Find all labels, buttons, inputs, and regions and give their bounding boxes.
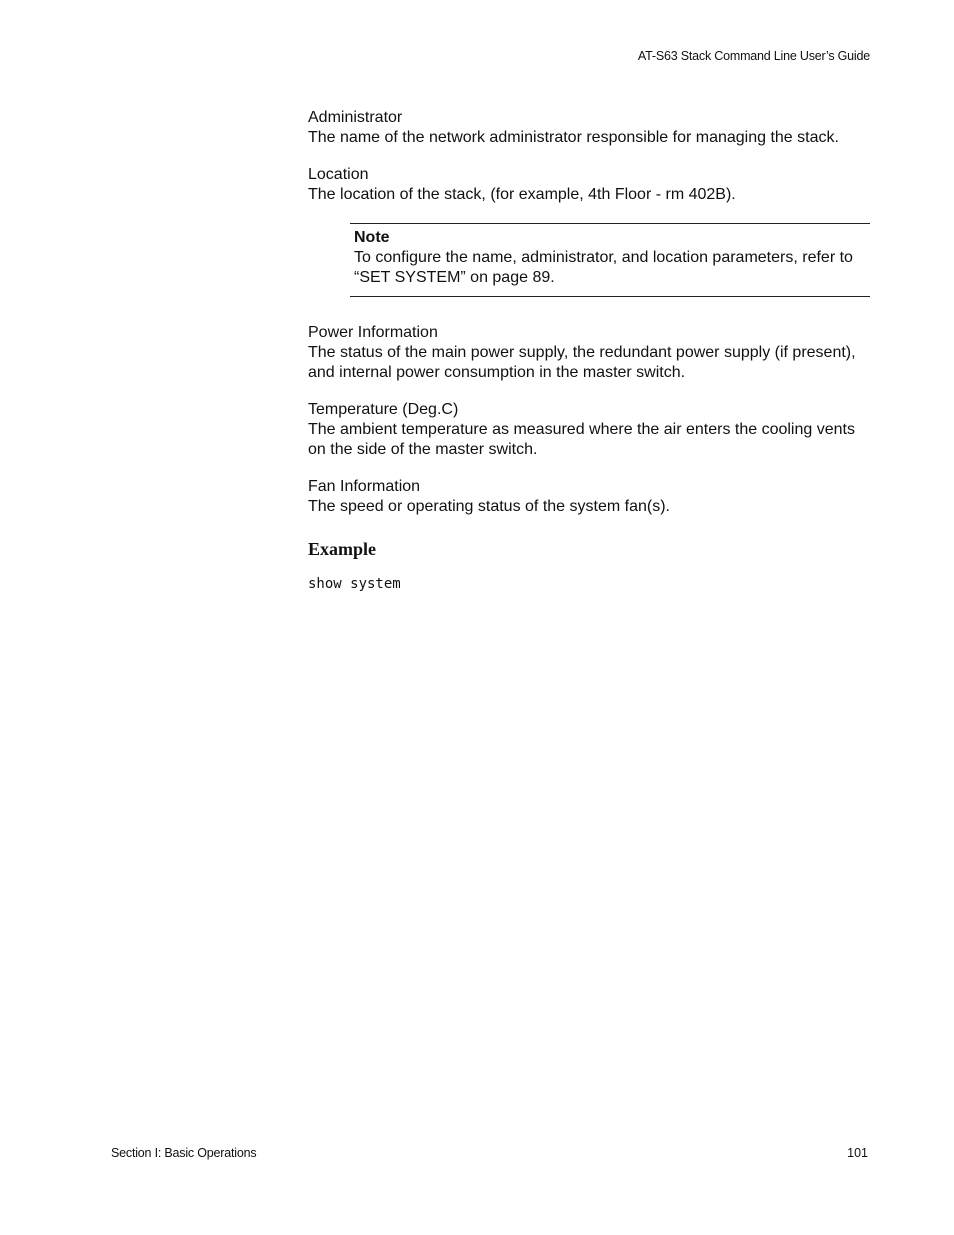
entry-term: Administrator [308, 109, 403, 126]
entry-term: Temperature (Deg.C) [308, 401, 459, 418]
note-box [350, 223, 870, 297]
entry-term: Fan Information [308, 478, 421, 495]
entry-description: The status of the main power supply, the redundant power supply (if present), and internal power consumption in the master switch. [308, 344, 856, 381]
note-text: To configure the name, administrator, and location parameters, refer to “SET SYSTEM” on page 89. [354, 249, 853, 286]
example-heading: Example [308, 539, 377, 559]
entry-temperature [308, 400, 870, 460]
footer-section: Section I: Basic Operations [111, 1146, 257, 1160]
entry-term: Power Information [308, 324, 438, 341]
entry-description: The speed or operating status of the system fan(s). [308, 498, 670, 515]
entry-description: The ambient temperature as measured where the air enters the cooling vents on the side of the master switch. [308, 421, 855, 458]
entry-description: The name of the network administrator responsible for managing the stack. [308, 129, 839, 146]
page-content [308, 108, 870, 592]
note-label: Note [354, 229, 390, 246]
example-code: show system [308, 576, 401, 592]
entry-description: The location of the stack, (for example, 4th Floor - rm 402B). [308, 186, 736, 203]
entry-location [308, 165, 870, 205]
running-header: AT-S63 Stack Command Line User’s Guide [637, 49, 870, 63]
entry-administrator [308, 108, 870, 148]
entry-fan-information [308, 477, 870, 517]
entry-term: Location [308, 166, 369, 183]
page-number: 101 [847, 1146, 868, 1160]
entry-power-information [308, 323, 870, 383]
